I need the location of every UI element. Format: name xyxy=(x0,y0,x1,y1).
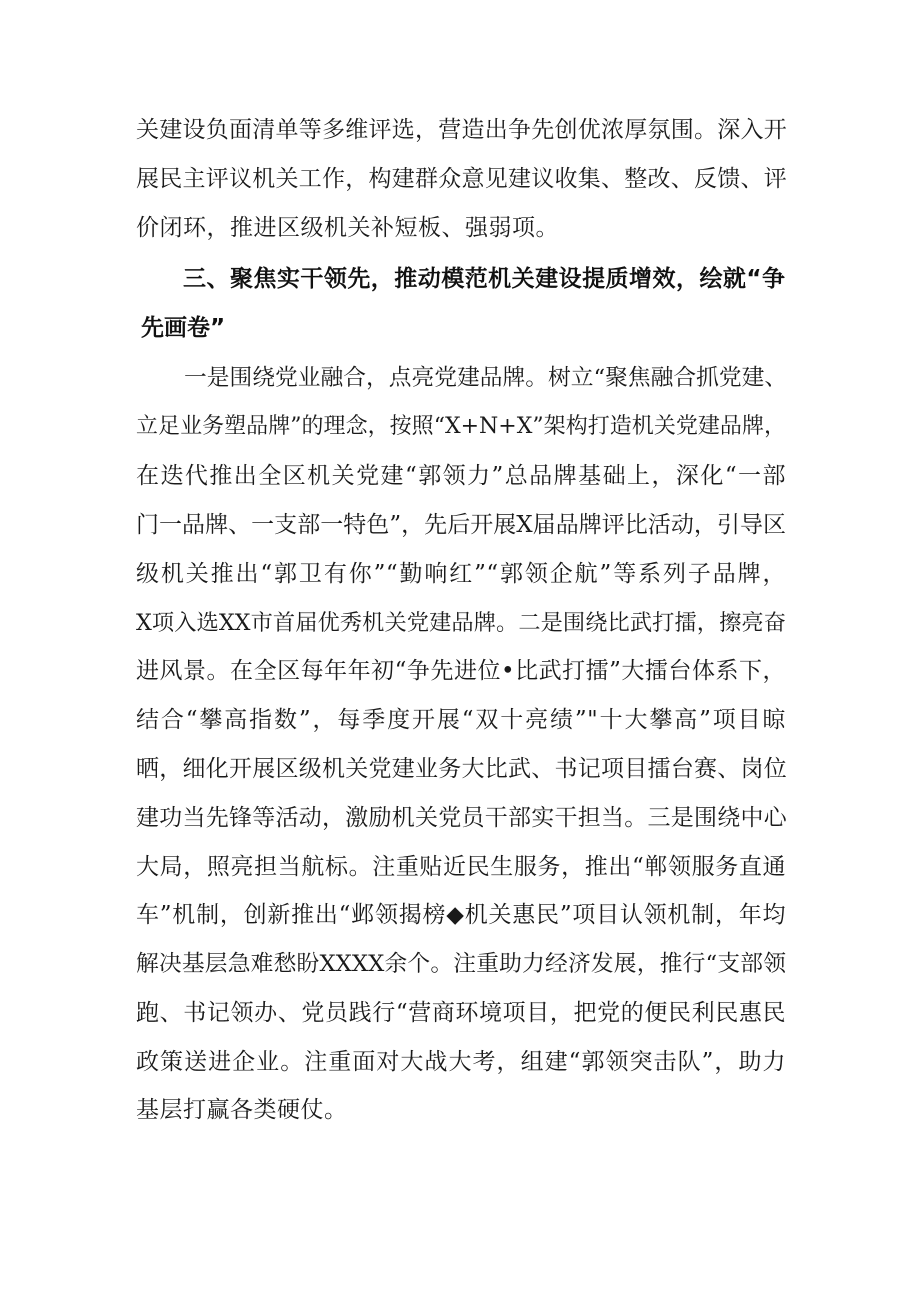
paragraph-line: 政策送进企业。注重面对大战大考，组建“郭领突击队”，助力 xyxy=(136,1049,786,1075)
paragraph-line: 级机关推出“郭卫有你”“勤响红”“郭领企航”等系列子品牌， xyxy=(136,561,786,587)
paragraph-line: 结合“攀高指数”，每季度开展“双十亮绩”"十大攀高”项目晾 xyxy=(136,707,786,733)
section-heading-line: 三、聚焦实干领先，推动模范机关建设提质增效，绘就“争 xyxy=(183,266,785,292)
paragraph-line: X项入选XX市首届优秀机关党建品牌。二是围绕比武打擂，擦亮奋 xyxy=(136,610,786,636)
paragraph-line: 进风景。在全区每年年初“争先进位•比武打擂”大擂台体系下， xyxy=(136,658,786,684)
paragraph-line: 大局，照亮担当航标。注重贴近民生服务，推出“郸领服务直通 xyxy=(136,854,786,880)
paragraph-line: 门一品牌、一支部一特色”，先后开展X届品牌评比活动，引导区 xyxy=(136,512,786,538)
paragraph-line: 立足业务塑品牌”的理念，按照“X+N+X”架构打造机关党建品牌， xyxy=(136,414,786,439)
paragraph-line: 建功当先锋等活动，激励机关党员干部实干担当。三是围绕中心 xyxy=(136,805,787,831)
paragraph-line: 基层打赢各类硬仗。 xyxy=(136,1097,348,1123)
paragraph-line: 车”机制，创新推出“邺领揭榜◆机关惠民”项目认领机制，年均 xyxy=(136,902,786,928)
paragraph-line: 解决基层急难愁盼XXXX余个。注重助力经济发展，推行“支部领 xyxy=(136,951,786,977)
paragraph-line: 晒，细化开展区级机关党建业务大比武、书记项目擂台赛、岗位 xyxy=(136,756,787,782)
paragraph-line: 一是围绕党业融合，点亮党建品牌。树立“聚焦融合抓党建、 xyxy=(184,365,788,391)
paragraph-line: 在迭代推出全区机关党建“郭领力”总品牌基础上，深化“一部 xyxy=(136,463,786,489)
paragraph-line: 价闭环，推进区级机关补短板、强弱项。 xyxy=(136,215,559,241)
paragraph-line: 展民主评议机关工作，构建群众意见建议收集、整改、反馈、评 xyxy=(136,166,787,192)
paragraph-line: 跑、书记领办、党员践行“营商环境项目，把党的便民利民惠民 xyxy=(136,1000,786,1026)
section-heading-line: 先画卷” xyxy=(141,315,226,341)
paragraph-line: 关建设负面清单等多维评选，营造出争先创优浓厚氛围。深入开 xyxy=(136,117,787,143)
